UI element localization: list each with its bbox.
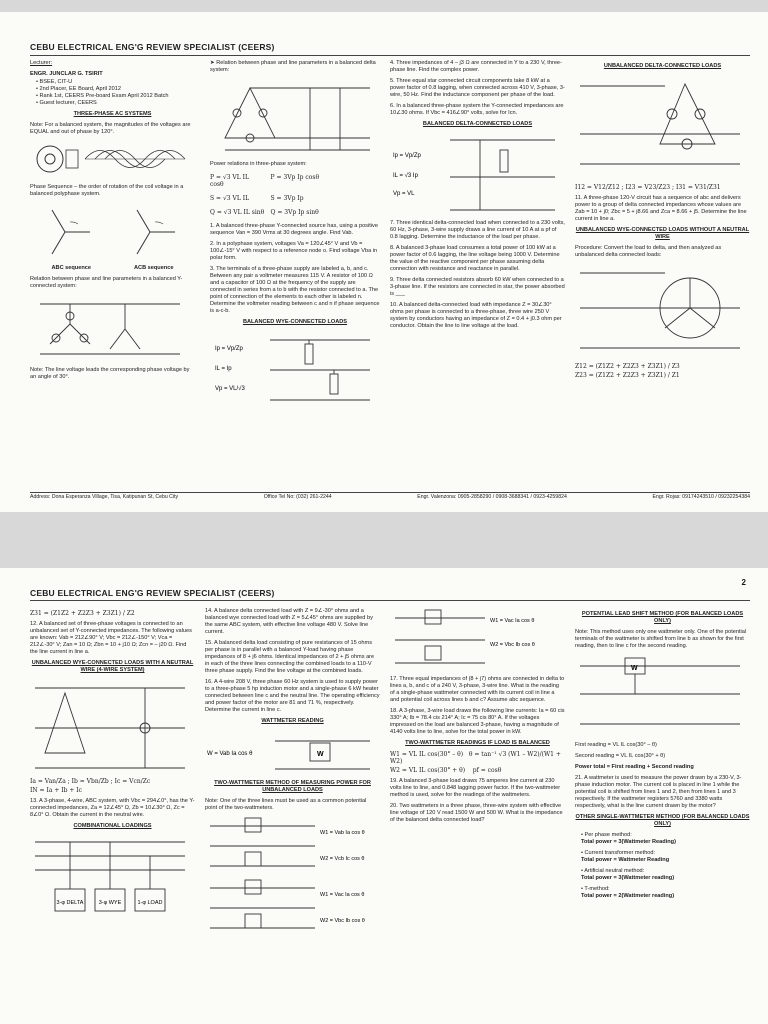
- svg-text:IL = Ip: IL = Ip: [215, 366, 232, 372]
- problem-2: 2. In a polyphase system, voltages Va = 120∠45° V and Vb = 100∠-15° V with respect to a reference node o. Find voltage Vba in polar form.: [210, 241, 378, 261]
- first-reading: First reading = VL IL cos(30° – θ): [575, 742, 657, 748]
- power-total: Power total = First reading + Second reading: [575, 764, 694, 770]
- section-title: BALANCED DELTA-CONNECTED LOADS: [422, 121, 533, 127]
- svg-text:W: W: [631, 665, 638, 672]
- problem-17: 17. Three equal impedances of (8 + j7) ohms are connected in delta to lines a, b, and c of a 240 V, 3-phase, 3-wire line. What is the reading of a single-phase wattmeter connected with its current coil in line a and potential coil across lines b and c? Assume abc sequence.: [390, 676, 565, 703]
- z23-equation: Z23 = (Z1Z2 + Z2Z3 + Z3Z1) / Z1: [575, 372, 680, 379]
- wattmeter-connection-diagram: [390, 608, 565, 673]
- potential-shift-diagram: [575, 654, 745, 739]
- power-eq: Q = √3 VL IL sinθ: [210, 209, 265, 216]
- potential-note: Note: This method uses only one wattmeter only. One of the potential terminals of the wattmeter is shifted from line b as shown for the first reading, then to line c for the second reading.: [575, 629, 747, 649]
- z12-equation: Z12 = (Z1Z2 + Z2Z3 + Z3Z1) / Z3: [575, 363, 680, 370]
- balanced-delta-diagram: [390, 132, 560, 217]
- lecturer-bullet: • 2nd Placer, EE Board, April 2012: [36, 86, 121, 92]
- method-total: Total power = 3(Wattmeter Reading): [581, 839, 676, 845]
- power-eq: P = √3 VL IL cosθ: [210, 174, 250, 188]
- two-wattmeter-unbalanced-diagram: [205, 816, 375, 936]
- problem-7: 7. Three identical delta-connected load when connected to a 230 volts, 60 Hz, 3-phase, 3-wire supply draws a line current of 10 A at a pf of 0.8 lagging. Determine the inductance of the load per phase.: [390, 220, 565, 240]
- power-eq: S = 3Vp Ip: [270, 195, 304, 202]
- footer-address: Address: Dona Esperanza Village, Tisa, Katipunan St, Cebu City: [30, 494, 179, 500]
- problem-15: 15. A balanced delta load consisting of pure resistances of 15 ohms per phase is in parallel with a balanced Y-load having phase impedances of 8 + j6 ohms. Identical impedances of 2 + j5 ohms are in each of the three lines connecting the combined loads to a 110-V three phase supply. Find the line voltage at the combined loads.: [205, 640, 375, 674]
- svg-text:Vp = VL/√3: Vp = VL/√3: [215, 386, 245, 392]
- delta-current-equation: I12 = V12/Z12 ; I23 = V23/Z23 ; I31 = V31/Z31: [575, 184, 721, 191]
- problem-9: 9. Three delta connected resistors absorb 60 kW when connected to a 3-phase line. If the resistors are connected in star, the power absorbed is ___: [390, 277, 565, 297]
- column-3: [390, 608, 565, 828]
- four-wire-current-equation: Ia = Van/Za ; Ib = Vbn/Zb ; Ic = Vcn/Zc: [30, 778, 151, 785]
- problem-20: 20. Two wattmeters in a three phase, three-wire system with effective line voltage of 120 V read 1500 W and 500 W. What is the impedance of the balanced delta connected load?: [390, 803, 563, 823]
- svg-text:W1 = Vac Ia cos θ: W1 = Vac Ia cos θ: [320, 892, 365, 898]
- note-balanced: Note: For a balanced system, the magnitudes of the voltages are EQUAL and out of phase by 120°.: [30, 122, 191, 135]
- method-item: • Current transformer method:: [581, 850, 656, 856]
- unbalanced-wye-diagram: [575, 263, 745, 358]
- problem-21: 21. A wattmeter is used to measure the power drawn by a 230-V, 3-phase induction motor. The current coil is placed in line 1 while the potential coil is shifted from lines 1 and 2, then from lines 1 and 3 respectively. If the wattmeter registers 5760 and 3380 watts respectively, what is the line current drawn by the motor?: [575, 775, 742, 809]
- method-total: Total power = 2(Wattmeter reading): [581, 893, 675, 899]
- problem-19: 19. A balanced 3-phase load draws 75 amperes line current at 230 volts line to line, and 0.848 lagging power factor. If the two-wattmeter method is used, solve for the readings of the wattmeters.: [390, 778, 561, 798]
- relation-text: Relation between phase and line parameters in a balanced Y-connected system:: [30, 276, 183, 289]
- method-item: • T-method:: [581, 886, 610, 892]
- lecturer-label: Lecturer:: [30, 60, 53, 66]
- combo-delta-label: 3-φ DELTA: [56, 900, 84, 906]
- two-wattmeter-note: Note: One of the three lines must be used as a common potential point of the two-wattmeters.: [205, 798, 367, 811]
- problem-5: 5. Three equal star connected circuit components take 8 kW at a power factor of 0.8 lagging, when connected across 410 V, 3-phase, 3-wire, 50 Hz. Find the inductance component per phase of the load.: [390, 78, 565, 98]
- svg-text:IL = √3 Ip: IL = √3 Ip: [393, 173, 418, 179]
- delta-connection-diagram: [210, 78, 375, 158]
- svg-text:W = Vab Ia cos θ: W = Vab Ia cos θ: [207, 751, 253, 757]
- svg-text:W: W: [317, 751, 324, 758]
- section-title: BALANCED WYE-CONNECTED LOADS: [242, 319, 348, 325]
- svg-text:W1 = Vac Ia cos θ: W1 = Vac Ia cos θ: [490, 618, 535, 624]
- section-title: TWO-WATTMETER READINGS IF LOAD IS BALANCED: [405, 740, 550, 746]
- footer-office: Office Tel No: (032) 261-2244: [263, 494, 332, 500]
- svg-text:Vp = VL: Vp = VL: [393, 191, 415, 197]
- four-wire-diagram: [30, 678, 190, 773]
- footer-contact: Engr. Rojas: 09174243510 / 09232254384: [652, 494, 750, 500]
- balanced-wye-diagram: [210, 330, 375, 410]
- lecturer-bullet: • BSEE, CIT-U: [36, 79, 73, 85]
- problem-11: 11. A three-phase 120-V circuit has a sequence of abc and delivers power to a group of delta connected impedances whose values are Zab = 10 + j0; Zbc = 5 + j8.66 and Zca = 8.66 + j5. Determine the line current in line a.: [575, 195, 747, 222]
- acb-sequence-label: ACB sequence: [134, 265, 174, 271]
- problem-6: 6. In a balanced three-phase system the Y-connected impedances are 10∠30 ohms. If Vbc = 416∠90° volts, solve for Icn.: [390, 103, 564, 116]
- svg-text:W2 = Vbc Ib cos θ: W2 = Vbc Ib cos θ: [490, 642, 535, 648]
- combinational-loading-diagram: [30, 834, 190, 914]
- page-1: [0, 12, 768, 512]
- method-item: • Per phase method:: [581, 832, 632, 838]
- method-total: Total power = 3(Wattmeter reading): [581, 875, 675, 881]
- power-eq: S = √3 VL IL: [210, 195, 250, 202]
- problem-1: 1. A balanced three-phase Y-connected source has, using a positive sequence Van = 390 Vrms at 30 degrees angle. Find Vab.: [210, 223, 378, 236]
- svg-text:Ip = Vp/Zp: Ip = Vp/Zp: [215, 346, 243, 352]
- column-4: [575, 608, 750, 900]
- column-4: [575, 60, 750, 381]
- column-1: [30, 608, 195, 917]
- wye-connection-diagram: [30, 294, 190, 364]
- problem-4: 4. Three impedances of 4 – j3 Ω are connected in Y to a 230 V, three-phase line. Find the complex power.: [390, 60, 562, 73]
- note-line-voltage: Note: The line voltage leads the corresponding phase voltage by an angle of 30°.: [30, 367, 190, 380]
- neutral-current-equation: IN = Ia + Ib + Ic: [30, 787, 83, 794]
- header-rule: [30, 600, 750, 601]
- page-title: CEBU ELECTRICAL ENG'G REVIEW SPECIALIST (CEERS): [30, 42, 275, 52]
- balanced-w2-equation: W2 = VL IL cos(30° + θ) pf = cosθ: [390, 767, 502, 774]
- column-2: [205, 608, 380, 939]
- combo-single-phase-label: 1-φ LOAD: [137, 900, 163, 906]
- balanced-w1-equation: W1 = VL IL cos(30° – θ) θ = tan⁻¹ √3 (W1 – W2)/(W1 + W2): [390, 751, 561, 765]
- column-1: [30, 60, 195, 385]
- lecturer-bullet: • Rank 1st, CEERS Pre-board Exam April 2012 Batch: [36, 93, 169, 99]
- power-relations-label: Power relations in three-phase system:: [210, 161, 307, 167]
- section-title: THREE-PHASE AC SYSTEMS: [73, 111, 152, 117]
- section-title: OTHER SINGLE-WATTMETER METHOD (FOR BALANCED LOADS ONLY): [575, 814, 750, 827]
- footer: [30, 494, 750, 500]
- svg-text:Ip = Vp/Zp: Ip = Vp/Zp: [393, 153, 421, 159]
- problem-12: 12. A balanced set of three-phase voltages is connected to an unbalanced set of Y-connected impedances. The following values are known: Vab = 212∠90° V; Vbc = 212∠-150° V; Vca = 212∠-30° V; Zan = 10 Ω; Zbn = 10 + j10 Ω; Zcn = – j20 Ω. Find the line current in line a.: [30, 621, 192, 655]
- power-eq: Q = 3Vp Ip sinθ: [270, 209, 319, 216]
- problem-3: 3. The terminals of a three-phase supply are labeled a, b, and c. Between any pair a voltmeter measures 115 V. A resistor of 100 Ω and a capacitor of 100 Ω at the frequency of the supply are connected in series from a to b with the resistor connected to a. The point of connection of the elements to each other is labeled n. Determine the voltmeter reading between c and n if phase sequence is a-c-b.: [210, 266, 380, 314]
- phasor-sequence-diagram: [30, 202, 195, 262]
- problem-10: 10. A balanced delta-connected load with impedance Z = 30∠30° ohms per phase is connected to a three-phase, three wire 250 V system by conductors having an impedance of Z = 0.4 + j0.3 ohm per conductor. Obtain the line to line voltage at the load.: [390, 302, 562, 329]
- lecturer-name: ENGR. JUNCLAR G. TSIRIT: [30, 71, 103, 77]
- section-title: WATTMETER READING: [261, 718, 324, 724]
- problem-16: 16. A 4-wire 208 V, three phase 60 Hz system is used to supply power to a three-phase 5 hp induction motor and a single-phase 6 kW heater connected between line c and the neutral line. The operating efficiency and power factor of the motor are 81 and 71 %, respectively. Determine the current in line c.: [205, 679, 380, 713]
- page-number: 2: [741, 578, 746, 587]
- page-title: CEBU ELECTRICAL ENG'G REVIEW SPECIALIST (CEERS): [30, 588, 275, 598]
- method-item: • Artificial neutral method:: [581, 868, 645, 874]
- wattmeter-diagram: [205, 729, 375, 774]
- footer-contact: Engr. Valenzona: 0905-2858290 / 0908-3688341 / 0923-4259824: [417, 494, 567, 500]
- section-title: UNBALANCED WYE-CONNECTED LOADS WITH A NEUTRAL WIRE (4-WIRE SYSTEM): [31, 660, 194, 673]
- procedure-text: Procedure: Convert the load to delta, and then analyzed as unbalanced delta connected loads:: [575, 245, 722, 258]
- lecturer-bullet: • Guest lecturer, CEERS: [36, 100, 97, 106]
- page-2: [0, 568, 768, 1024]
- svg-text:W2 = Vcb Ic cos θ: W2 = Vcb Ic cos θ: [320, 856, 365, 862]
- section-title: POTENTIAL LEAD SHIFT METHOD (FOR BALANCED LOADS ONLY): [581, 611, 744, 624]
- section-title: UNBALANCED WYE-CONNECTED LOADS WITHOUT A NEUTRAL WIRE: [575, 227, 750, 240]
- abc-sequence-label: ABC sequence: [51, 265, 91, 271]
- problem-18: 18. A 3-phase, 3-wire load draws the following line currents: Ia = 60 cis 330° A; Ib = 78.4 cis 214° A; Ic = 75 cis 80° A. If the voltages impressed on the load are balanced 3-phase, having a magnitude of 4140 volts line to line, solve for the total power in kW.: [390, 708, 565, 735]
- power-equations: [210, 172, 325, 218]
- header-rule: [30, 55, 750, 56]
- column-2: [210, 60, 380, 413]
- section-title: TWO-WATTMETER METHOD OF MEASURING POWER FOR UNBALANCED LOADS: [214, 780, 371, 793]
- svg-text:W1 = Vab Ia cos θ: W1 = Vab Ia cos θ: [320, 830, 365, 836]
- section-title: UNBALANCED DELTA-CONNECTED LOADS: [603, 63, 722, 69]
- problem-8: 8. A balanced 3-phase load consumes a total power of 100 kW at a power factor of 0.6 lagging, the line voltage being 1000 V. Determine the value of the reactive component per phase assuming delta connection with resistance and reactance in parallel.: [390, 245, 560, 272]
- section-title: COMBINATIONAL LOADINGS: [73, 823, 152, 829]
- problem-14: 14. A balance delta connected load with Z = 9∠-30° ohms and a balanced wye connected load with Z = 5∠45° ohms are supplied by the same ABC system, with effective line voltage 480 V. Solve line current.: [205, 608, 373, 635]
- z31-equation: Z31 = (Z1Z2 + Z2Z3 + Z3Z1) / Z2: [30, 610, 135, 617]
- problem-13: 13. A 3-phase, 4-wire, ABC system, with Vbc = 294∠0°, has the Y-connected impedances, Za = 12∠45° Ω, Zb = 10∠30° Ω, Zc = 8∠0° Ω. Obtain the current in the neutral wire.: [30, 798, 195, 818]
- unbalanced-delta-diagram: [575, 74, 745, 179]
- method-total: Total power = Wattmeter Reading: [581, 857, 670, 863]
- svg-text:W2 = Vbc Ib cos θ: W2 = Vbc Ib cos θ: [320, 918, 365, 924]
- combo-wye-label: 3-φ WYE: [98, 900, 122, 906]
- column-3: [390, 60, 565, 334]
- relation-delta-text: ➤ Relation between phase and line parameters in a balanced delta system:: [210, 60, 376, 73]
- power-eq: P = 3Vp Ip cosθ: [270, 174, 320, 181]
- phase-sequence-text: Phase Sequence – the order of rotation of the coil voltage in a balanced polyphase system.: [30, 184, 184, 197]
- footer-rule: [30, 492, 750, 493]
- generator-waveform-diagram: [30, 140, 190, 178]
- second-reading: Second reading = VL IL cos(30° + θ): [575, 753, 666, 759]
